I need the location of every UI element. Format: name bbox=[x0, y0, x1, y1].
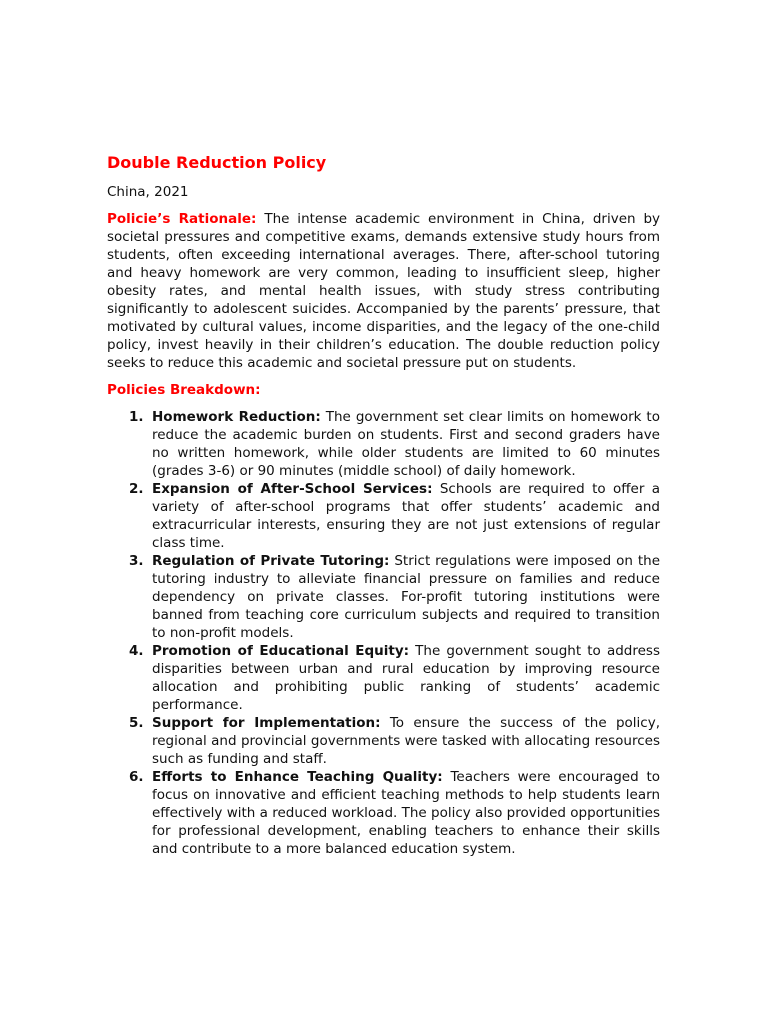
item-text: Schools are required to offer a variety of after-school programs that offer students’ academic and extracurricular interests, ensuring they are not just extensions of regular class time. bbox=[152, 481, 660, 551]
list-item bbox=[107, 714, 660, 768]
item-term: Expansion of After-School Services: bbox=[152, 481, 433, 497]
item-number: 6. bbox=[129, 769, 144, 785]
breakdown-heading: Policies Breakdown: bbox=[107, 382, 261, 398]
list-item bbox=[107, 768, 660, 858]
item-number: 5. bbox=[129, 715, 144, 731]
item-number: 1. bbox=[129, 409, 144, 425]
item-text: Strict regulations were imposed on the tutoring industry to alleviate financial pressure on families and reduce dependency on private classes. For-profit tutoring institutions were banned from teaching core curriculum subjects and required to transition to non-profit models. bbox=[152, 553, 660, 641]
item-term: Support for Implementation: bbox=[152, 715, 381, 731]
item-number: 3. bbox=[129, 553, 144, 569]
item-term: Homework Reduction: bbox=[152, 409, 321, 425]
item-text: The government sought to address disparities between urban and rural education by improving resource allocation and prohibiting public ranking of students’ academic performance. bbox=[152, 643, 660, 713]
policy-list bbox=[107, 408, 660, 858]
item-number: 4. bbox=[129, 643, 144, 659]
document-title: Double Reduction Policy bbox=[107, 153, 327, 172]
rationale-label: Policie’s Rationale: bbox=[107, 211, 257, 227]
rationale-text: The intense academic environment in China, driven by societal pressures and competitive exams, demands extensive study hours from students, often exceeding international averages. There, after-school tutoring and heavy homework are very common, leading to insufficient sleep, higher obesity rates, and mental health issues, with study stress contributing significantly to adolescent suicides. Accompanied by the parents’ pressure, that motivated by cultural values, income disparities, and the legacy of the one-child policy, invest heavily in their children’s education. The double reduction policy seeks to reduce this academic and societal pressure put on students. bbox=[107, 211, 660, 371]
item-term: Regulation of Private Tutoring: bbox=[152, 553, 390, 569]
item-text: Teachers were encouraged to focus on innovative and efficient teaching methods to help students learn effectively with a reduced workload. The policy also provided opportunities for professional development, enabling teachers to enhance their skills and contribute to a more balanced education system. bbox=[152, 769, 660, 857]
item-term: Promotion of Educational Equity: bbox=[152, 643, 410, 659]
item-term: Efforts to Enhance Teaching Quality: bbox=[152, 769, 443, 785]
rationale-paragraph bbox=[107, 210, 660, 372]
item-text: To ensure the success of the policy, regional and provincial governments were tasked with allocating resources such as funding and staff. bbox=[152, 715, 660, 767]
list-item bbox=[107, 642, 660, 714]
list-item bbox=[107, 480, 660, 552]
document-content bbox=[107, 152, 660, 858]
list-item bbox=[107, 408, 660, 480]
document-subtitle: China, 2021 bbox=[107, 184, 189, 200]
item-text: The government set clear limits on homework to reduce the academic burden on students. First and second graders have no written homework, while older students are limited to 60 minutes (grades 3-6) or 90 minutes (middle school) of daily homework. bbox=[152, 409, 660, 479]
list-item bbox=[107, 552, 660, 642]
item-number: 2. bbox=[129, 481, 144, 497]
